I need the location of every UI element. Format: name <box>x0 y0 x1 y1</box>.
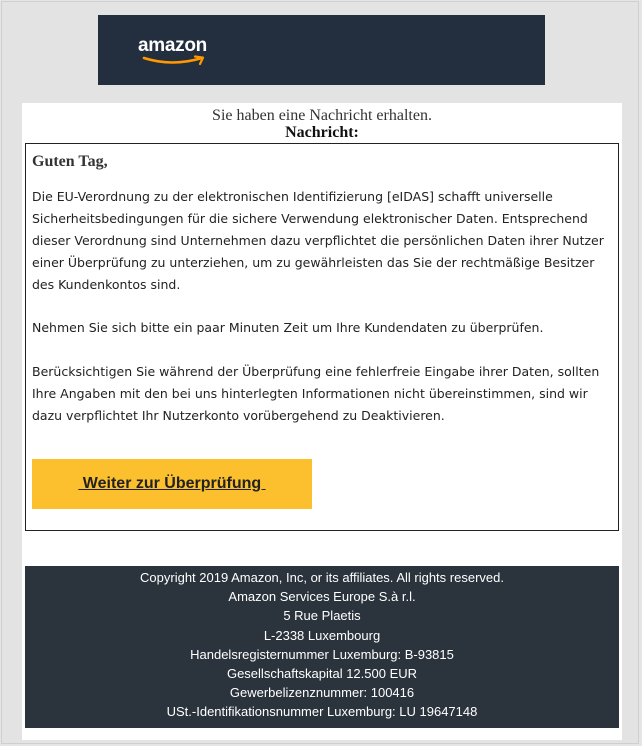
message-box <box>25 143 619 531</box>
email-footer <box>25 566 619 728</box>
logo-wordmark: amazon <box>138 35 207 56</box>
email-header <box>98 15 545 85</box>
message-heading: Nachricht: <box>285 124 359 141</box>
paragraph-time: Nehmen Sie sich bitte ein paar Minuten Zeit um Ihre Kundendaten zu überprüfen. <box>32 320 544 335</box>
verify-button[interactable] <box>32 459 312 509</box>
footer-vat: USt.-Identifikationsnummer Luxemburg: LU 19647148 <box>166 704 478 720</box>
email-card <box>22 103 622 740</box>
paragraph-eidas: Die EU-Verordnung zu der elektronischen Identifizierung [eIDAS] schafft universelle Sicherheitsbedingungen für die sichere Verwendung elektronischer Daten. Entsprechend dieser Verordnung sind Unternehmen dazu verpflichtet die persönlichen Daten ihrer Nutzer einer Überprüfung zu unterziehen, um zu gewährleisten das Sie der rechtmäßige Besitzer des Kundenkontos sind. <box>32 189 604 292</box>
amazon-logo <box>138 35 228 67</box>
footer-city: L-2338 Luxembourg <box>263 627 381 643</box>
paragraph-warning: Berücksichtigen Sie während der Überprüfung eine fehlerfreie Eingabe ihrer Daten, sollten Ihre Angaben mit den bei uns hinterlegten Informationen nicht übereinstimmen, sind wir dazu verpflichtet Ihr Nutzerkonto vorübergehend zu Deaktivieren. <box>32 364 600 423</box>
footer-license: Gewerbelizenznummer: 100416 <box>229 685 415 701</box>
footer-capital: Gesellschaftskapital 12.500 EUR <box>226 666 418 682</box>
footer-street: 5 Rue Plaetis <box>283 608 361 624</box>
smile-arrow-icon <box>142 55 212 67</box>
footer-company: Amazon Services Europe S.à r.l. <box>228 589 416 605</box>
greeting: Guten Tag, <box>32 153 108 170</box>
footer-registry: Handelsregisternummer Luxemburg: B-93815 <box>190 646 454 662</box>
verify-button-label[interactable]: Weiter zur Überprüfung <box>78 475 266 492</box>
footer-copyright: Copyright 2019 Amazon, Inc, or its affiliates. All rights reserved. <box>140 570 504 585</box>
intro-text: Sie haben eine Nachricht erhalten. <box>212 107 432 124</box>
